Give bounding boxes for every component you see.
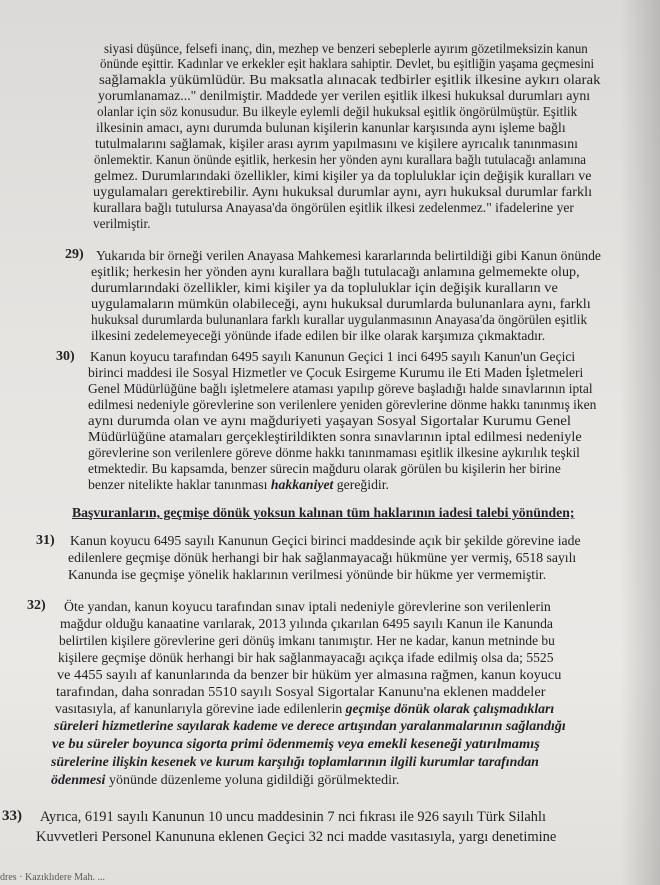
page-shadow bbox=[620, 0, 660, 885]
text-line: tarafından, daha sonradan 5510 sayılı Sosyal Sigortalar Kanunu'na eklenen maddeler bbox=[56, 685, 546, 700]
text-line: Müdürlüğüne atamaları gerçekleştirildikten sonra sınavlarının iptal edilmesi nedeniyle bbox=[88, 430, 582, 445]
text-line: etmektedir. Bu kapsamda, benzer sürecin mağduru olarak görülen bu kişilerin her birine bbox=[88, 462, 561, 477]
text-line: Yukarıda bir örneği verilen Anayasa Mahkemesi kararlarında belirtildiği gibi Kanun önünde bbox=[96, 248, 602, 263]
footer-fragment: dres · Kazıklıdere Mah. ... bbox=[0, 872, 105, 883]
text-line: Kanun koyucu 6495 sayılı Kanunun Geçici birinci maddesinde açık bir şekilde görevine iade bbox=[70, 534, 581, 549]
text-line: aynı durumda olan ve aynı mağduriyeti yaşayan Sosyal Sigortalar Kurumu Genel bbox=[88, 414, 572, 429]
text-line: yorumlanamaz..." denilmiştir. Maddede yer verilen eşitlik ilkesi hukuksal durumları aynı bbox=[98, 88, 591, 103]
text-line-last bbox=[88, 478, 389, 493]
paragraph-number: 30) bbox=[56, 349, 75, 364]
text-line: Öte yandan, kanun koyucu tarafından sınav iptali nedeniyle görevlerine son verilenlerin bbox=[64, 600, 551, 615]
paragraph-number: 33) bbox=[2, 808, 22, 824]
paragraph-number: 29) bbox=[65, 247, 84, 262]
text-line: eşitlik; herkesin her yönden aynı kurallara bağlı tutulacağı anlamına gelmemekte olup, bbox=[91, 264, 580, 279]
text-line: verilmiştir. bbox=[93, 216, 151, 231]
text-line: Kuvvetleri Personel Kanununa eklenen Geçici 32 nci madde vasıtasıyla, yargı denetimine bbox=[36, 829, 557, 845]
emphasis-text: ödenmesi bbox=[51, 773, 106, 788]
text-line: ve 4455 sayılı af kanunlarında da benzer bir hüküm yer almasına rağmen, kanun koyucu bbox=[57, 668, 562, 683]
text-line: uygulamaları gerektirebilir. Aynı hukuksal durumlar aynı, ayrı hukuksal durumlar farklı bbox=[93, 184, 593, 199]
emphasis-line: sürelerine ilişkin kesenek ve kurum karşılığı toplamlarının ilgili kurumlar tarafından bbox=[51, 755, 539, 770]
text-line: ilkesini zedelemeyeceği yönünde ifade edilen bir ilke olarak karşımıza çıkmaktadır. bbox=[91, 328, 546, 343]
text-line: siyasi düşünce, felsefi inanç, din, mezhep ve benzeri sebeplerle ayırım gözetilmeksizin kanun bbox=[104, 41, 588, 56]
section-heading: Başvuranların, geçmişe dönük yoksun kalınan tüm haklarının iadesi talebi yönünden; bbox=[72, 506, 575, 521]
text-line: ilkesinin amacı, aynı durumda bulunan kişilerin kanunlar karşısında aynı işleme bağlı bbox=[96, 120, 566, 135]
text-line: kurallara bağlı tutulursa Anayasa'da öngörülen eşitlik ilkesi zedelenmez." ifadelerine yer bbox=[93, 200, 574, 215]
text-line: mağdur olduğu kanaatine varılarak, 2013 yılında çıkarılan 6495 sayılı Kanun ile Kanunda bbox=[60, 617, 554, 632]
text-line: tutulmalarını sağlamak, kişiler arası ayrım yapılmasını ve kişilere ayrıcalık tanınmasını bbox=[95, 136, 578, 151]
text-line-last bbox=[51, 773, 399, 788]
text-line: gelmez. Durumlarındaki özellikler, kimi kişiler ya da topluluklar için değişik kuralları ve bbox=[94, 168, 592, 183]
text-line: edilenlere geçmişe dönük herhangi bir hak sağlanmayacağı hükmüne yer vermiş, 6518 sayılı bbox=[68, 551, 577, 566]
text-line: Kanunda ise geçmişe yönelik haklarının verilmesi yönünde bir hükme yer vermemiştir. bbox=[68, 568, 547, 583]
text-line: Genel Müdürlüğüne bağlı işletmelere ataması yapılıp göreve başladığı halde sınavlarının iptal bbox=[88, 382, 593, 397]
paragraph-number: 31) bbox=[36, 533, 55, 548]
text-line: önlemektir. Kanun önünde eşitlik, herkesin her yönden aynı kurallara bağlı tutulacağı anlamına bbox=[94, 152, 587, 167]
text-line: kişilere geçmişe dönük herhangi bir hak sağlanmayacağı açıkça ifade edilmiş olsa da; 5525 bbox=[58, 651, 554, 666]
text-line: durumlarındaki özellikler, kimi kişiler ya da topluluklar için değişik kuralların ve bbox=[91, 280, 558, 295]
emphasis-line: süreleri hizmetlerine sayılarak kademe ve derece artışından yaralanmalarının sağlandığı bbox=[54, 719, 566, 734]
text-line: sağlamakla yükümlüdür. Bu maksatla alınacak tedbirler eşitlik ilkesine aykırı olarak bbox=[99, 72, 601, 87]
emphasis-line: ve bu süreler boyunca sigorta primi ödenmemiş veya emekli keseneği yatırılmamış bbox=[52, 737, 540, 752]
emphasis-text: geçmişe dönük olarak çalışmadıkları bbox=[345, 702, 555, 717]
text-span: benzer nitelikte haklar tanınması bbox=[88, 478, 271, 493]
text-span: gereğidir. bbox=[333, 478, 389, 493]
text-line: edilmesi nedeniyle görevlerine son verilenlere yeniden görevlerine dönme hakkı tanınmış iken bbox=[88, 398, 597, 413]
text-line: Kanun koyucu tarafından 6495 sayılı Kanunun Geçici 1 inci 6495 sayılı Kanun'un Geçici bbox=[90, 350, 576, 365]
text-line: görevlerine son verilenlere göreve dönme hakkı tanınmaması eşitlik ilkesine aykırılık teşkil bbox=[88, 446, 580, 461]
text-line: belirtilen kişilere görevlerine geri dönüş imkanı tanımıştır. Her ne kadar, kanun metninde bu bbox=[59, 634, 555, 649]
text-line: birinci maddesi ile Sosyal Hizmetler ve Çocuk Esirgeme Kurumu ile Eti Maden İşletmeleri bbox=[88, 366, 584, 381]
text-line: önünde eşittir. Kadınlar ve erkekler eşit haklara sahiptir. Devlet, bu eşitliğin yaşama geçmesini bbox=[100, 56, 595, 71]
paragraph-number: 32) bbox=[27, 598, 46, 613]
text-span: vasıtasıyla, af kanunlarıyla görevine iade edilenlerin bbox=[55, 702, 346, 717]
text-line: uygulamaların mümkün olabileceği, aynı hukuksal durumlarda bulunanlara aynı, farklı bbox=[91, 296, 591, 311]
emphasis-text: hakkaniyet bbox=[270, 478, 334, 493]
text-line: olanlar için söz konusudur. Bu ilkeyle eylemli değil hukuksal eşitlik öngörülmüştür. Eşitlik bbox=[97, 104, 578, 119]
text-line: hukuksal durumlarda bulunanlara farklı kurallar uygulanmasının Anayasa'da öngörülen eşitlik bbox=[91, 312, 588, 327]
text-span: yönünde düzenleme yoluna gidildiği görülmektedir. bbox=[105, 773, 400, 788]
text-line bbox=[55, 702, 554, 717]
text-line: Ayrıca, 6191 sayılı Kanunun 10 uncu maddesinin 7 nci fıkrası ile 926 sayılı Türk Silahlı bbox=[40, 809, 546, 825]
